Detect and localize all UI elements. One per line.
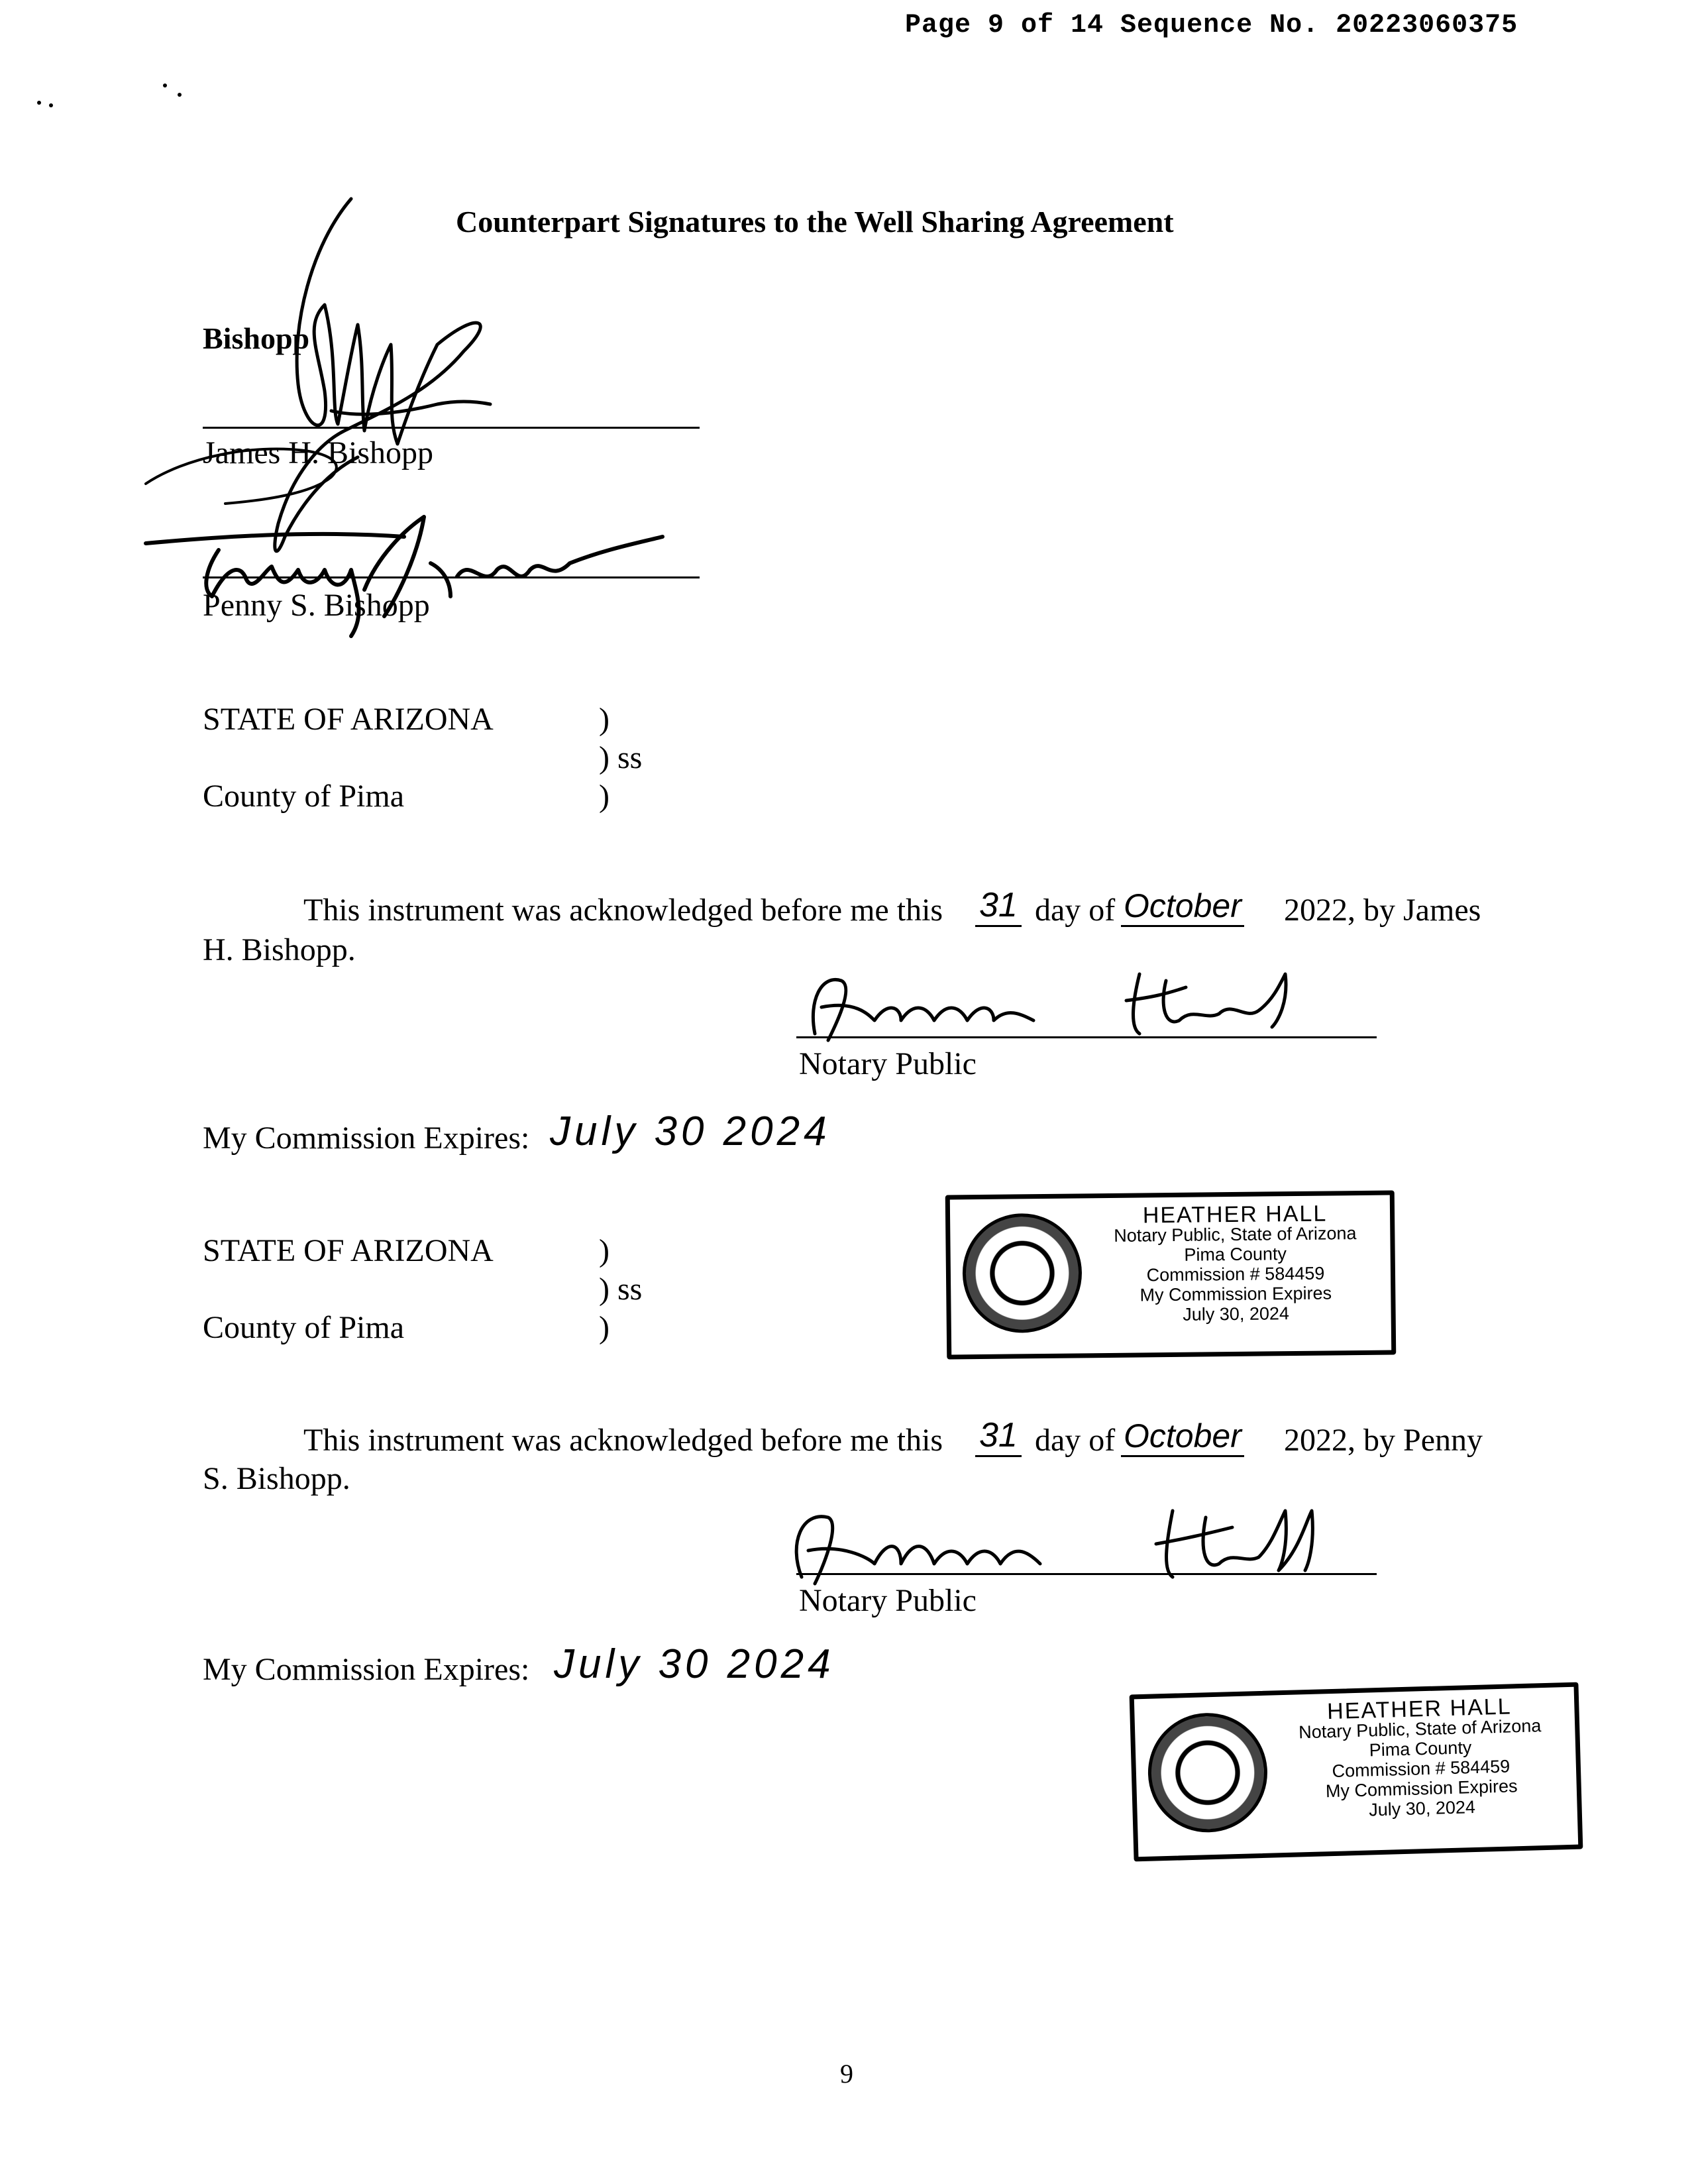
venue1-paren-top: ) <box>599 702 610 737</box>
signature-penny <box>139 490 669 649</box>
stamp1-county: Pima County <box>1184 1244 1287 1265</box>
notary-label-1: Notary Public <box>799 1046 977 1081</box>
stamp1-title: Notary Public, State of Arizona <box>1114 1223 1357 1246</box>
ack1-text-dayof: day of <box>1035 893 1116 928</box>
party-heading: Bishopp <box>203 321 310 355</box>
venue2-state: STATE OF ARIZONA <box>203 1233 494 1268</box>
venue1-paren-bottom: ) <box>599 779 610 814</box>
stamp1-expires-label: My Commission Expires <box>1140 1283 1332 1305</box>
stamp2-title: Notary Public, State of Arizona <box>1298 1716 1542 1743</box>
venue2-paren-bottom: ) <box>599 1310 610 1345</box>
venue1-state: STATE OF ARIZONA <box>203 702 494 737</box>
stamp2-expires-date: July 30, 2024 <box>1368 1797 1476 1820</box>
signer1-name: James H. Bishopp <box>203 435 433 470</box>
commission-label-1: My Commission Expires: <box>203 1120 530 1156</box>
venue1-paren-ss: ) ss <box>599 740 643 775</box>
scan-speck <box>163 83 167 87</box>
ack2-day-handwritten: 31 <box>975 1415 1022 1457</box>
venue1-county: County of Pima <box>203 779 405 814</box>
ack2-month-handwritten: October <box>1121 1417 1244 1457</box>
ack1-text-part1: This instrument was acknowledged before me this <box>303 893 943 928</box>
page-number: 9 <box>840 2059 853 2089</box>
scan-speck <box>49 103 53 107</box>
notary-line-2 <box>796 1573 1377 1575</box>
commission-date-handwritten-1: July 30 2024 <box>550 1109 831 1154</box>
document-title: Counterpart Signatures to the Well Sharing Agreement <box>456 205 1174 239</box>
venue2-county: County of Pima <box>203 1310 405 1345</box>
ack1-month-handwritten: October <box>1121 887 1244 927</box>
notary-stamp-2 <box>1130 1682 1583 1862</box>
notary-stamp-1 <box>945 1190 1397 1359</box>
stamp2-name: HEATHER HALL <box>1326 1694 1512 1725</box>
ack2-text-part1: This instrument was acknowledged before me this <box>303 1423 943 1458</box>
stamp1-commission: Commission # 584459 <box>1146 1263 1325 1285</box>
stamp2-commission: Commission # 584459 <box>1332 1756 1510 1782</box>
ack2-text-line2: S. Bishopp. <box>203 1461 350 1496</box>
stamp2-county: Pima County <box>1369 1737 1472 1761</box>
state-seal-icon <box>962 1213 1083 1333</box>
notary-line-1 <box>796 1036 1377 1038</box>
page-sequence-header: Page 9 of 14 Sequence No. 20223060375 <box>905 11 1518 40</box>
commission-label-2: My Commission Expires: <box>203 1652 530 1687</box>
ack2-text-part2: 2022, by Penny <box>1284 1423 1483 1458</box>
scan-speck <box>178 93 182 97</box>
signer2-name: Penny S. Bishopp <box>203 588 430 623</box>
stamp1-expires-date: July 30, 2024 <box>1183 1303 1290 1325</box>
ack2-text-dayof: day of <box>1035 1423 1116 1458</box>
stamp1-name: HEATHER HALL <box>1142 1201 1328 1228</box>
state-seal-icon <box>1146 1712 1269 1834</box>
notary-signature-1 <box>795 961 1338 1054</box>
commission-date-handwritten-2: July 30 2024 <box>554 1641 835 1687</box>
stamp2-expires-label: My Commission Expires <box>1325 1776 1518 1802</box>
scan-speck <box>37 101 41 105</box>
ack1-day-handwritten: 31 <box>975 885 1022 927</box>
notary-signature-2 <box>775 1498 1371 1590</box>
notary-label-2: Notary Public <box>799 1583 977 1618</box>
ack1-text-part2: 2022, by James <box>1284 893 1481 928</box>
ack1-text-line2: H. Bishopp. <box>203 932 356 967</box>
venue2-paren-top: ) <box>599 1233 610 1268</box>
venue2-paren-ss: ) ss <box>599 1272 643 1307</box>
